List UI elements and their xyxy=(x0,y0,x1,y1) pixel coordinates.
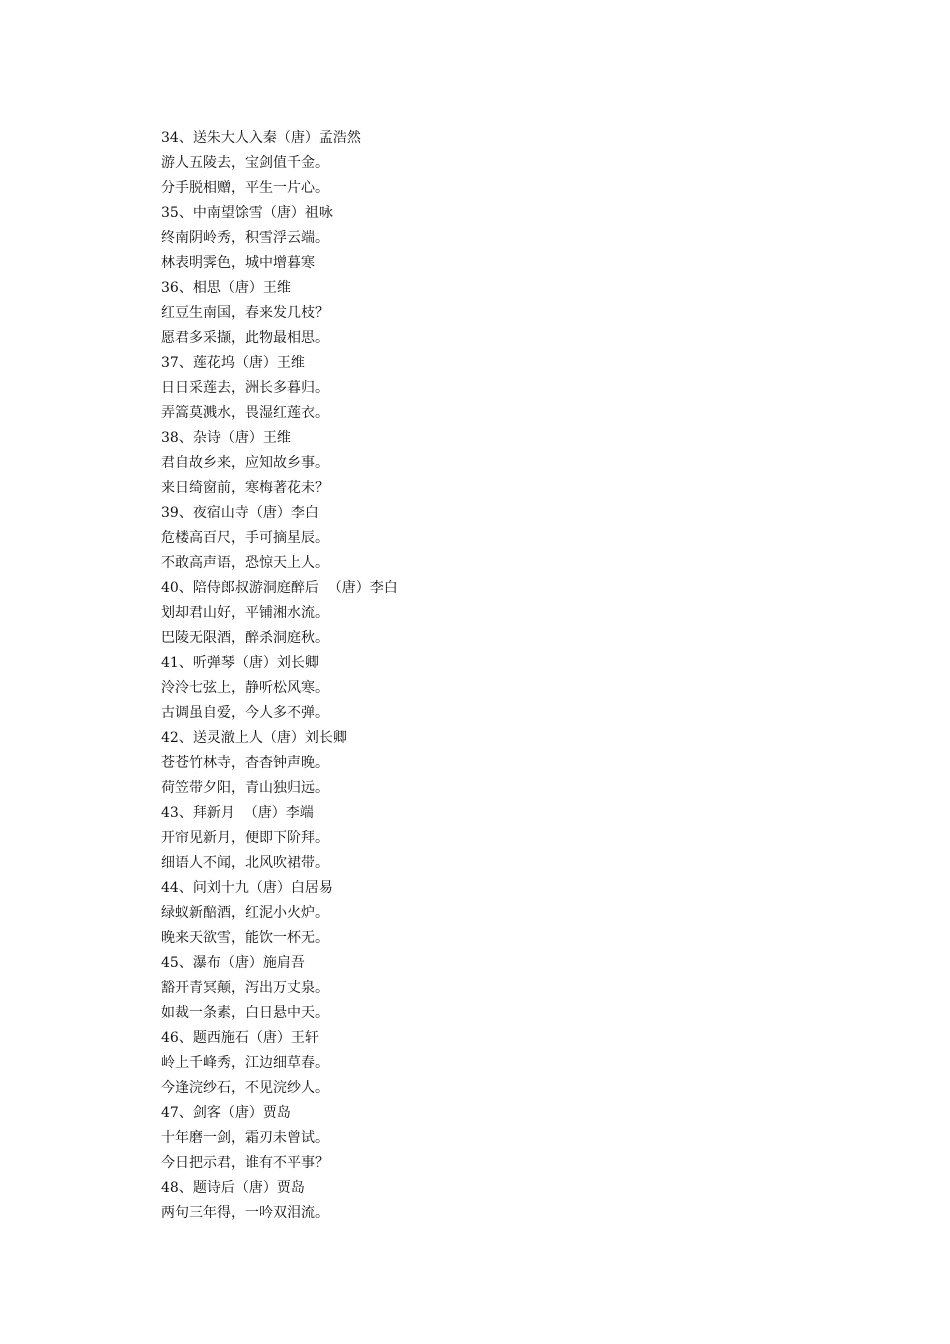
poem-line: 今日把示君，谁有不平事？ xyxy=(161,1155,329,1171)
poem-line: 划却君山好，平铺湘水流。 xyxy=(161,605,329,621)
poem-line: 危楼高百尺，手可摘星辰。 xyxy=(161,530,329,546)
poem-title-42: 42、送灵澈上人（唐）刘长卿 xyxy=(161,730,347,746)
poem-title-36: 36、相思（唐）王维 xyxy=(161,280,291,296)
poem-line: 巴陵无限酒，醉杀洞庭秋。 xyxy=(161,630,329,646)
poem-line: 细语人不闻，北风吹裙带。 xyxy=(161,855,329,871)
poem-title-35: 35、中南望馀雪（唐）祖咏 xyxy=(161,205,333,221)
poem-title-40: 40、陪侍郎叔游洞庭醉后 （唐）李白 xyxy=(161,580,398,596)
poem-title-41: 41、听弹琴（唐）刘长卿 xyxy=(161,655,319,671)
poem-title-46: 46、题西施石（唐）王轩 xyxy=(161,1030,319,1046)
poem-line: 古调虽自爱，今人多不弹。 xyxy=(161,705,329,721)
poem-line: 今逢浣纱石，不见浣纱人。 xyxy=(161,1080,329,1096)
poem-line: 如裁一条素，白日悬中天。 xyxy=(161,1005,329,1021)
poem-title-44: 44、问刘十九（唐）白居易 xyxy=(161,880,333,896)
poem-line: 绿蚁新醅酒，红泥小火炉。 xyxy=(161,905,329,921)
poem-line: 岭上千峰秀，江边细草春。 xyxy=(161,1055,329,1071)
poem-line: 两句三年得，一吟双泪流。 xyxy=(161,1205,329,1221)
poem-line: 来日绮窗前，寒梅著花未？ xyxy=(161,480,329,496)
poem-line: 愿君多采撷，此物最相思。 xyxy=(161,330,329,346)
poem-line: 分手脱相赠，平生一片心。 xyxy=(161,180,329,196)
poem-line: 君自故乡来，应知故乡事。 xyxy=(161,455,329,471)
poem-line: 林表明霁色，城中增暮寒 xyxy=(161,255,315,271)
poem-title-48: 48、题诗后（唐）贾岛 xyxy=(161,1180,305,1196)
poem-title-39: 39、夜宿山寺（唐）李白 xyxy=(161,505,319,521)
poem-title-34: 34、送朱大人入秦（唐）孟浩然 xyxy=(161,130,361,146)
poem-line: 十年磨一剑，霜刃未曾试。 xyxy=(161,1130,329,1146)
poem-line: 开帘见新月，便即下阶拜。 xyxy=(161,830,329,846)
poem-line: 豁开青冥颠，泻出万丈泉。 xyxy=(161,980,329,996)
poem-title-37: 37、莲花坞（唐）王维 xyxy=(161,355,305,371)
poem-title-43: 43、拜新月 （唐）李端 xyxy=(161,805,314,821)
poem-line: 荷笠带夕阳，青山独归远。 xyxy=(161,780,329,796)
poem-line: 日日采莲去，洲长多暮归。 xyxy=(161,380,329,396)
poem-line: 不敢高声语，恐惊天上人。 xyxy=(161,555,329,571)
poem-title-38: 38、杂诗（唐）王维 xyxy=(161,430,291,446)
poem-line: 泠泠七弦上，静听松风寒。 xyxy=(161,680,329,696)
poem-line: 红豆生南国，春来发几枝？ xyxy=(161,305,329,321)
poem-line: 弄篙莫溅水，畏湿红莲衣。 xyxy=(161,405,329,421)
poem-text-block xyxy=(161,126,881,1226)
poem-line: 晚来天欲雪，能饮一杯无。 xyxy=(161,930,329,946)
poem-line: 游人五陵去，宝剑值千金。 xyxy=(161,155,329,171)
poem-title-47: 47、剑客（唐）贾岛 xyxy=(161,1105,291,1121)
poem-title-45: 45、瀑布（唐）施肩吾 xyxy=(161,955,305,971)
poem-line: 终南阴岭秀，积雪浮云端。 xyxy=(161,230,329,246)
poem-line: 苍苍竹林寺，杳杳钟声晚。 xyxy=(161,755,329,771)
